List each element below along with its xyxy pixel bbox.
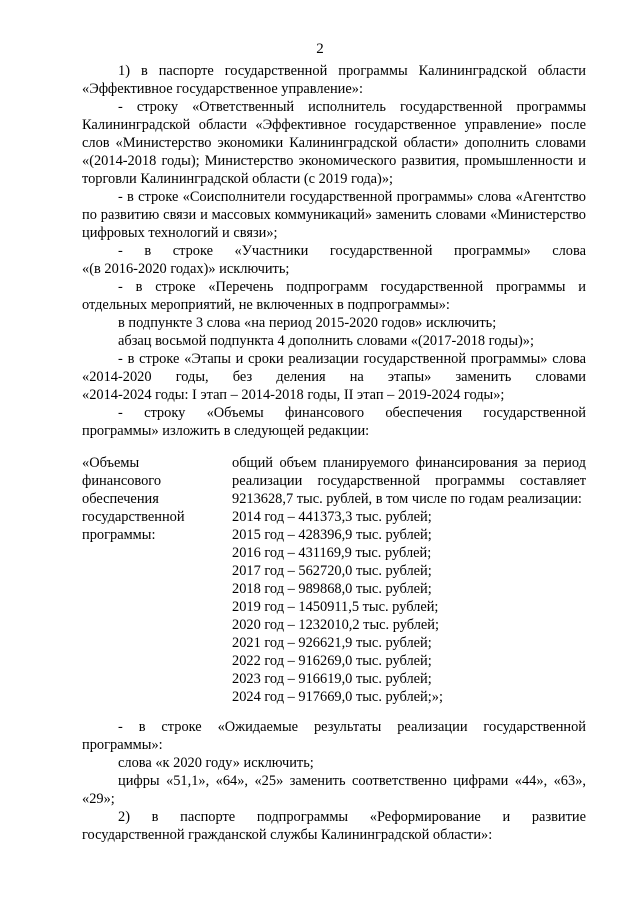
document-body: [82, 62, 586, 844]
funding-year-row: 2017 год – 562720,0 тыс. рублей;: [232, 563, 432, 579]
funding-year-row: 2022 год – 916269,0 тыс. рублей;: [232, 653, 432, 669]
paragraph-stages-line-1: - в строке «Этапы и сроки реализации государственной программы» слова: [118, 351, 586, 367]
paragraph-results-words: слова «к 2020 году» исключить;: [118, 755, 314, 771]
paragraph-stages-line-3: «2014-2024 годы: I этап – 2014-2018 годы, II этап – 2019-2024 годы»;: [82, 387, 505, 403]
funding-year-row: 2018 год – 989868,0 тыс. рублей;: [232, 581, 432, 597]
funding-year-row: 2023 год – 916619,0 тыс. рублей;: [232, 671, 432, 687]
paragraph-funding-line-1: - строку «Объемы финансового обеспечения государственной: [118, 405, 586, 421]
page-number: 2: [316, 41, 324, 57]
funding-intro-line: общий объем планируемого финансирования за период: [232, 455, 586, 471]
funding-table-label-line: государственной: [82, 509, 185, 525]
funding-year-row: 2014 год – 441373,3 тыс. рублей;: [232, 509, 432, 525]
paragraph-participants-line-2: «(в 2016-2020 годах)» исключить;: [82, 261, 290, 277]
paragraph-subpoint-4: абзац восьмой подпункта 4 дополнить словами «(2017-2018 годы)»;: [118, 333, 534, 349]
funding-intro-line: 9213628,7 тыс. рублей, в том числе по годам реализации:: [232, 491, 582, 507]
funding-year-row: 2020 год – 1232010,2 тыс. рублей;: [232, 617, 439, 633]
paragraph-funding-line-2: программы» изложить в следующей редакции:: [82, 423, 370, 439]
funding-year-row: 2019 год – 1450911,5 тыс. рублей;: [232, 599, 439, 615]
funding-year-row: 2016 год – 431169,9 тыс. рублей;: [232, 545, 432, 561]
paragraph-results-numbers-line-2: «29»;: [82, 791, 115, 807]
funding-table-label-line: обеспечения: [82, 491, 159, 507]
paragraph-responsible-executor: - строку «Ответственный исполнитель государственной программы Калининградской области «Эффективное государственное управление» после слов «Министерство экономики Калининградской области» дополнить словами «(2014-2018 годы); Министерство экономического развития, промышленности и торговли Калининградской области (с 2019 года)»;: [82, 99, 586, 187]
paragraph-results-line-1: - в строке «Ожидаемые результаты реализации государственной: [118, 719, 586, 735]
paragraph-subprogram-passport-line-2: государственной гражданской службы Калининградской области»:: [82, 827, 493, 843]
funding-year-row: 2021 год – 926621,9 тыс. рублей;: [232, 635, 432, 651]
funding-table-label-line: программы:: [82, 527, 156, 543]
funding-year-row: 2024 год – 917669,0 тыс. рублей;»;: [232, 689, 443, 705]
funding-table-value-column: [232, 454, 586, 706]
funding-intro-line: реализации государственной программы составляет: [232, 473, 586, 489]
paragraph-stages-line-2: «2014-2020 годы, без деления на этапы» заменить словами: [82, 369, 586, 385]
paragraph-results-line-2: программы»:: [82, 737, 163, 753]
funding-year-row: 2015 год – 428396,9 тыс. рублей;: [232, 527, 432, 543]
funding-table-label-line: «Объемы: [82, 455, 140, 471]
paragraph-subprogram-list: - в строке «Перечень подпрограмм государственной программы и отдельных мероприятий, не включенных в подпрограммы»:: [82, 279, 586, 313]
paragraph-subprogram-passport-line-1: 2) в паспорте подпрограммы «Реформирование и развитие: [118, 809, 586, 825]
paragraph-participants-line-1: - в строке «Участники государственной программы» слова: [118, 243, 586, 259]
paragraph-1-line-1: 1) в паспорте государственной программы Калининградской области: [118, 63, 586, 79]
paragraph-co-executors: - в строке «Соисполнители государственной программы» слова «Агентство по развитию связи и массовых коммуникаций» заменить словами «Министерство цифровых технологий и связи»;: [82, 189, 586, 241]
funding-table-label-line: финансового: [82, 473, 162, 489]
paragraph-1-line-2: «Эффективное государственное управление»:: [82, 81, 363, 97]
paragraph-subpoint-3: в подпункте 3 слова «на период 2015-2020 годов» исключить;: [118, 315, 497, 331]
funding-table-label-column: [82, 454, 232, 706]
funding-table: [82, 454, 586, 706]
paragraph-results-numbers-line-1: цифры «51,1», «64», «25» заменить соответственно цифрами «44», «63»,: [118, 773, 586, 789]
